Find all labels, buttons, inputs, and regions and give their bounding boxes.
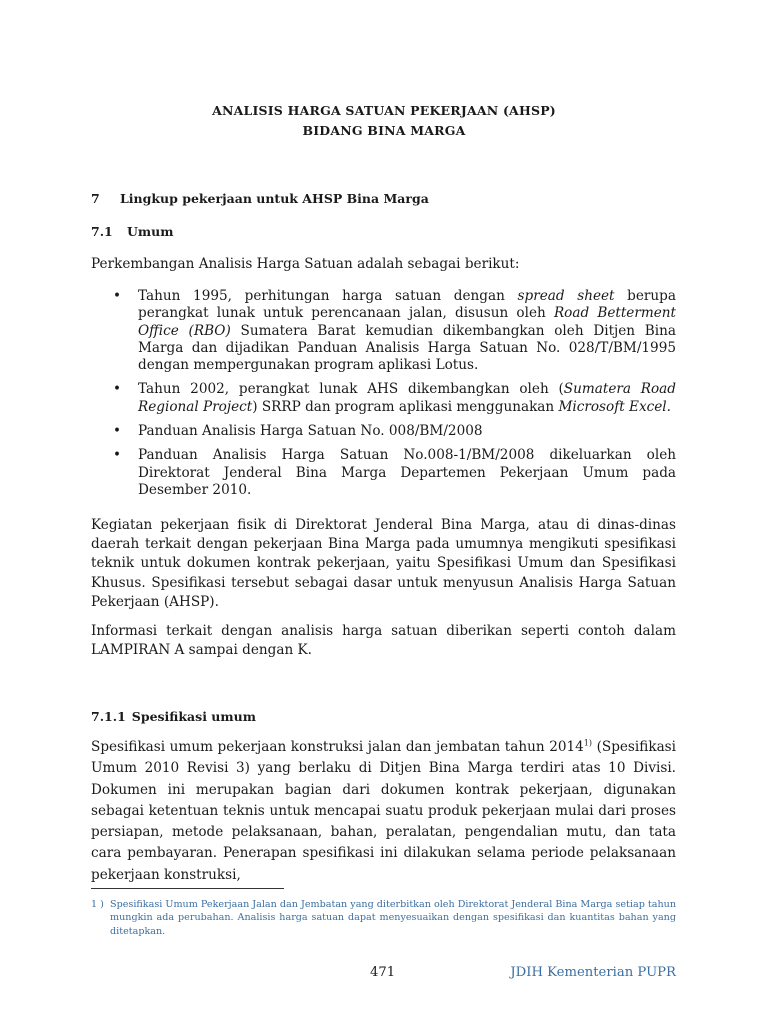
text-run: Sumatera Barat kemudian dikembangkan oleh Ditjen Bina Marga dan dijadikan Panduan Analisis Harga Satuan No. 028/T/BM/1995 dengan mempergunakan program aplikasi Lotus.: [138, 322, 676, 374]
section-heading-7-1-1: [91, 709, 256, 724]
bullet-icon: •: [113, 423, 122, 440]
list-item: [91, 423, 676, 440]
section-heading-7: [91, 191, 429, 206]
text-run-italic: Microsoft Excel: [558, 398, 667, 415]
footnote-divider: [91, 888, 284, 889]
footnote-reference: 1): [583, 738, 593, 748]
text-run: Spesifikasi umum pekerjaan konstruksi jalan dan jembatan tahun 2014: [91, 739, 584, 755]
text-run: Tahun 1995, perhitungan harga satuan dengan: [138, 288, 518, 304]
text-run: .: [666, 398, 671, 415]
section-heading-7-1: [91, 224, 173, 239]
section-title: Umum: [127, 224, 174, 239]
bullet-icon: •: [113, 447, 122, 464]
text-run: berupa perangkat lunak untuk perencanaan jalan, disusun oleh: [138, 288, 676, 322]
list-item: [91, 447, 676, 499]
list-item: [91, 288, 676, 374]
text-run: ) SRRP dan program aplikasi menggunakan: [252, 398, 559, 415]
document-subtitle: BIDANG BINA MARGA: [302, 123, 466, 138]
text-run: Panduan Analisis Harga Satuan No. 008/BM/2008: [138, 423, 483, 440]
bullet-icon: •: [113, 288, 122, 304]
section-title: Lingkup pekerjaan untuk AHSP Bina Marga: [120, 191, 429, 206]
body-paragraph: Informasi terkait dengan analisis harga satuan diberikan seperti contoh dalam LAMPIRAN A sampai dengan K.: [91, 623, 676, 658]
text-run-italic: Road Betterment Office (RBO): [138, 305, 676, 339]
footnote-mark: 1 ): [91, 899, 104, 910]
section-title: Spesifikasi umum: [131, 709, 256, 724]
footer-source: JDIH Kementerian PUPR: [510, 965, 676, 980]
text-run-italic: Sumatera Road Regional Project: [138, 381, 676, 415]
list-item: [91, 381, 676, 416]
body-paragraph: [91, 737, 676, 886]
footnote-text: Spesifikasi Umum Pekerjaan Jalan dan Jembatan yang diterbitkan oleh Direktorat Jenderal Bina Marga setiap tahun mungkin ada perubahan. Analisis harga satuan dapat menyesuaikan dengan spesifikasi dan kuantitas bahan yang ditetapkan.: [110, 899, 676, 937]
bullet-icon: •: [113, 381, 122, 398]
text-run-italic: spread sheet: [517, 288, 615, 304]
intro-paragraph: Perkembangan Analisis Harga Satuan adalah sebagai berikut:: [91, 256, 520, 272]
footnote: [91, 898, 676, 938]
document-title: ANALISIS HARGA SATUAN PEKERJAAN (AHSP): [212, 103, 556, 118]
history-list: [91, 288, 676, 506]
text-run: Panduan Analisis Harga Satuan No.008-1/BM/2008 dikeluarkan oleh Direktorat Jenderal Bina Marga Departemen Pekerjaan Umum pada Desember 2010.: [138, 447, 676, 498]
text-run: (Spesifikasi Umum 2010 Revisi 3) yang berlaku di Ditjen Bina Marga terdiri atas 10 Divisi. Dokumen ini merupakan bagian dari dokumen kontrak pekerjaan, digunakan sebagai ketentuan teknis untuk mencapai suatu produk pekerjaan mulai dari proses persiapan, metode pelaksanaan, bahan, peralatan, pengendalian mutu, dan tata cara pembayaran. Penerapan spesifikasi ini dilakukan selama periode pelaksanaan pekerjaan konstruksi,: [91, 739, 676, 883]
body-paragraph: Kegiatan pekerjaan fisik di Direktorat Jenderal Bina Marga, atau di dinas-dinas daerah terkait dengan pekerjaan Bina Marga pada umumnya mengikuti spesifikasi teknik untuk dokumen kontrak pekerjaan, yaitu Spesifikasi Umum dan Spesifikasi Khusus. Spesifikasi tersebut sebagai dasar untuk menyusun Analisis Harga Satuan Pekerjaan (AHSP).: [91, 517, 676, 610]
section-number: 7.1.1: [91, 709, 126, 724]
section-number: 7: [91, 191, 100, 206]
text-run: Tahun 2002, perangkat lunak AHS dikembangkan oleh (: [138, 381, 564, 398]
section-number: 7.1: [91, 224, 113, 239]
page-number: 471: [370, 965, 396, 980]
